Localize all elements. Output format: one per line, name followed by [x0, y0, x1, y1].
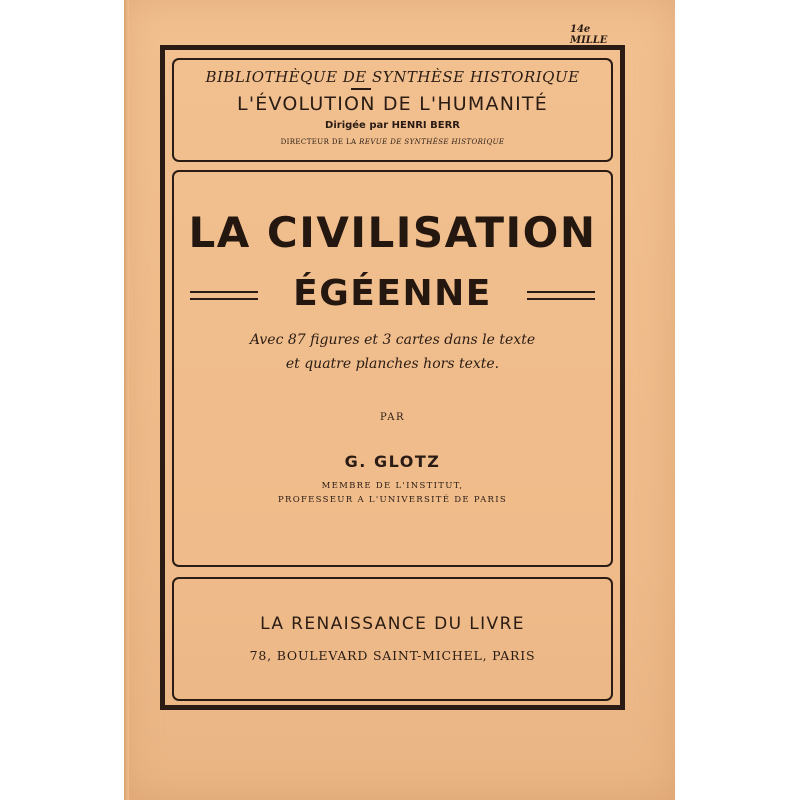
director-role-prefix: DIRECTEUR DE LA [280, 138, 357, 146]
series-editor: Dirigée par HENRI BERR [325, 120, 460, 131]
publisher-box [172, 577, 613, 701]
by-label: PAR [379, 412, 406, 423]
series-collection: BIBLIOTHÈQUE DE SYNTHÈSE HISTORIQUE [205, 68, 580, 86]
book-subtitle-line2: et quatre planches hors texte. [285, 356, 500, 372]
series-rule [351, 88, 371, 90]
publisher-name: LA RENAISSANCE DU LIVRE [260, 614, 525, 634]
series-title: L'ÉVOLUTION DE L'HUMANITÉ [237, 93, 548, 115]
cover-edge [124, 0, 129, 800]
publisher-address: 78, BOULEVARD SAINT-MICHEL, PARIS [249, 648, 536, 663]
book-title-line1: LA CIVILISATION [188, 208, 597, 257]
author-name: G. GLOTZ [344, 452, 441, 471]
book-title-line2: ÉGÉENNE [293, 273, 492, 314]
book-subtitle-line1: Avec 87 figures et 3 cartes dans le texte [249, 332, 536, 348]
title-rule-right [527, 291, 595, 300]
author-title-2: PROFESSEUR A L'UNIVERSITÉ DE PARIS [277, 495, 508, 505]
edition-mark: 14e MILLE [570, 24, 608, 46]
author-title-1: MEMBRE DE L'INSTITUT, [321, 481, 464, 491]
director-role-journal: REVUE DE SYNTHÈSE HISTORIQUE [359, 138, 505, 146]
series-editor-role [172, 138, 613, 146]
